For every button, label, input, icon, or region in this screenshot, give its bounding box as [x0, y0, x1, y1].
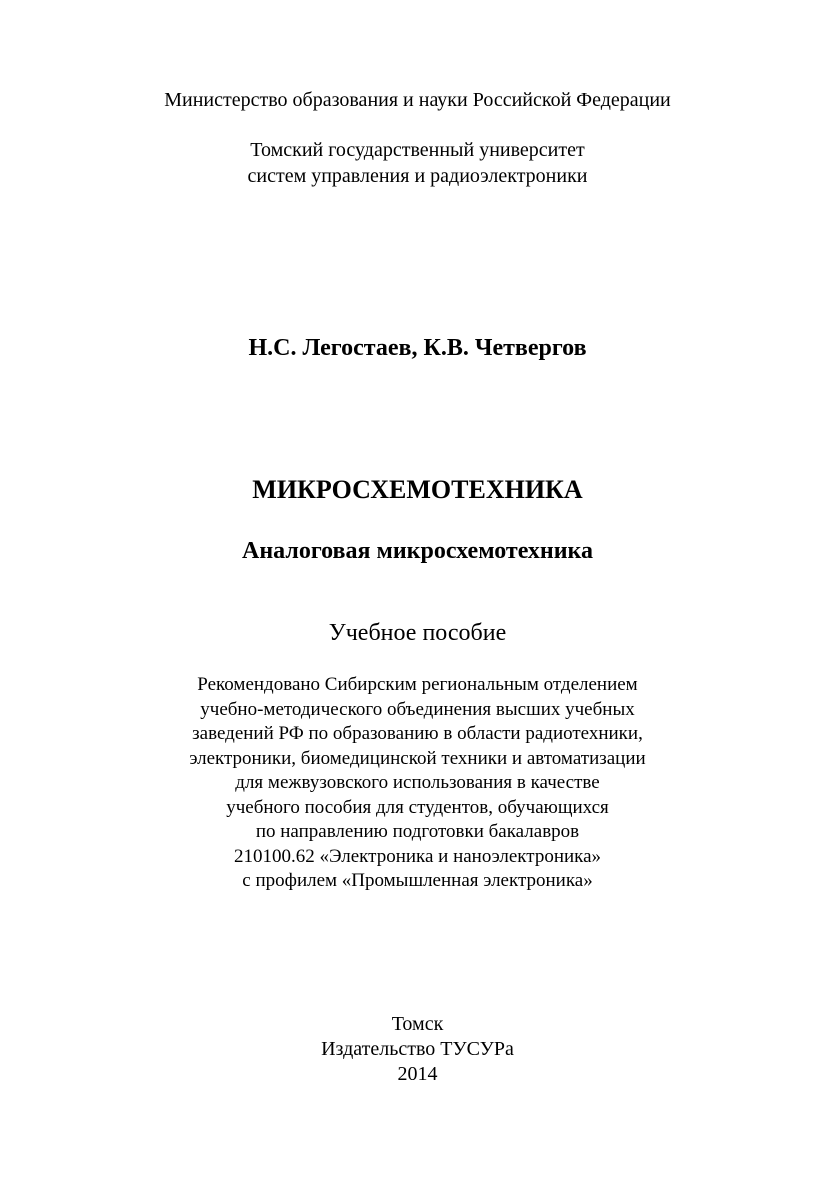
recommendation-line: Рекомендовано Сибирским региональным отделением — [197, 674, 638, 695]
university-name — [0, 137, 835, 189]
recommendation-line: учебно-методического объединения высших учебных — [200, 698, 635, 720]
publication-kind: Учебное пособие — [328, 620, 507, 646]
ministry-name: Министерство образования и науки Российской Федерации — [164, 89, 671, 111]
university-line: систем управления и радиоэлектроники — [247, 165, 588, 187]
recommendation-line: заведений РФ по образованию в области радиотехники, — [192, 723, 643, 744]
imprint-city: Томск — [391, 1013, 444, 1035]
university-line: Томский государственный университет — [250, 139, 585, 161]
book-title: МИКРОСХЕМОТЕХНИКА — [252, 475, 583, 504]
recommendation-line: учебного пособия для студентов, обучающихся — [226, 796, 609, 818]
book-subtitle: Аналоговая микросхемотехника — [241, 538, 594, 564]
imprint-year: 2014 — [397, 1063, 438, 1085]
imprint-publisher: Издательство ТУСУРа — [321, 1038, 514, 1060]
recommendation-block — [0, 673, 835, 894]
recommendation-line: 210100.62 «Электроника и наноэлектроника» — [233, 845, 602, 867]
authors: Н.С. Легостаев, К.В. Четвергов — [248, 335, 587, 361]
recommendation-line: электроники, биомедицинской техники и автоматизации — [189, 747, 646, 769]
recommendation-line: с профилем «Промышленная электроника» — [242, 870, 593, 891]
imprint — [0, 1012, 835, 1087]
recommendation-line: по направлению подготовки бакалавров — [255, 821, 580, 842]
recommendation-line: для межвузовского использования в качестве — [235, 772, 600, 793]
